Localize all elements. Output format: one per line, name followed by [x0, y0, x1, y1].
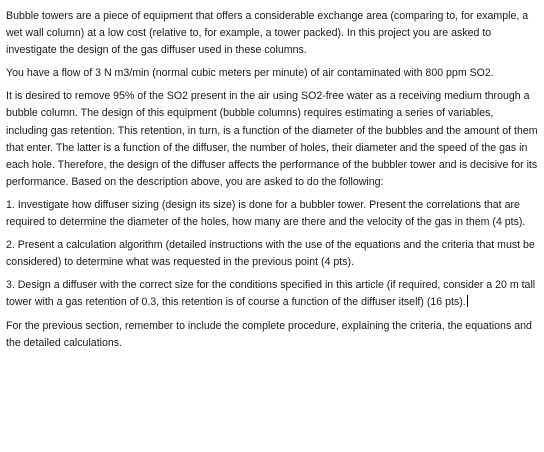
paragraph-objective: It is desired to remove 95% of the SO2 present in the air using SO2-free water as a receiving medium through a bubble column. The design of this equipment (bubble columns) requires estimating a series of variables, including gas retention. This retention, in turn, is a function of the diameter of the bubbles and the amount of them that enter. The latter is a function of the diffuser, the number of holes, their diameter and the speed of the gas in each hole. Therefore, the design of the diffuser affects the performance of the bubbler tower and is decisive for its performance. Based on the description above, you are asked to do the following: — [6, 90, 538, 188]
paragraph-task-1: 1. Investigate how diffuser sizing (design its size) is done for a bubbler tower. Present the correlations that are required to determine the diameter of the holes, how many are there and the velocity of the gas in them (4 pts). — [6, 198, 526, 229]
paragraph-intro: Bubble towers are a piece of equipment that offers a considerable exchange area (comparing to, for example, a wet wall column) at a low cost (relative to, for example, a tower packed). In this project you are asked to investigate the design of the gas diffuser used in these columns. — [6, 10, 529, 57]
text-cursor — [467, 295, 468, 307]
paragraph-task-2: 2. Present a calculation algorithm (detailed instructions with the use of the equations and the criteria that must be considered) to determine what was requested in the previous point (4 pts). — [6, 239, 535, 269]
paragraph-flow: You have a flow of 3 N m3/min (normal cubic meters per minute) of air contaminated with 800 ppm SO2. — [6, 67, 494, 80]
paragraph-task-3-text: 3. Design a diffuser with the correct size for the conditions specified in this article (if required, consider a 20 m tall tower with a gas retention of 0.3, this retention is of course a function of the diffuser itself) (16 pts). — [6, 279, 536, 309]
paragraph-task-3 — [6, 277, 538, 311]
paragraph-closing: For the previous section, remember to include the complete procedure, explaining the criteria, the equations and the detailed calculations. — [6, 319, 532, 349]
